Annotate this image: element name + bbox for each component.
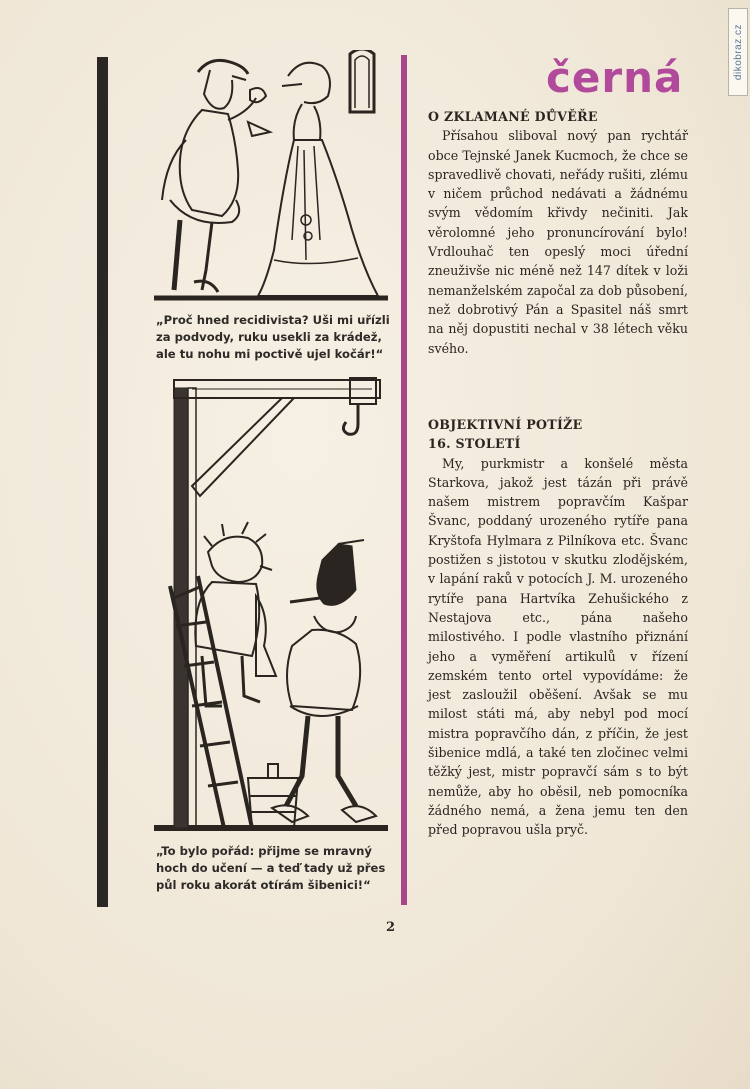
article-zklamane-duvere [428, 107, 688, 358]
article-heading: O ZKLAMANÉ DŮVĚŘE [428, 109, 598, 124]
left-black-bar [97, 57, 108, 907]
watermark-text: dikobraz.cz [732, 23, 744, 81]
article-body: My, purkmistr a konšelé města Starkova, jakož jest tázán při právě našem mistrem popravčím Kašpar Švanc, poddaný urozeného rytíře pana Kryštofa Hylmara z Pilníkova etc. Švanc postižen s jistotou v skutku zlodějském, v lapání raků v potocích J. M. urozeného rytíře pana Hartvíka Zehušického z Nestajova etc., pána našeho milostivého. I podle vlastního přiznání jeho a vyměření artikulů v řízení zemském tento ortel vypovídáme: že jest zasloužil oběšení. Avšak se mu milost státi má, aby nebyl pod mocí mistra popravčího dán, z příčin, že jest šibenice mdlá, a také ten zločinec velmi těžký jest, mistr popravčí sám s to být nemůže, aby ho oběsil, neb pomocníka žádného nemá, a žena jemu ten den před popravou ušla pryč. [428, 455, 688, 838]
article-body: Přísahou sliboval nový pan rychtář obce Tejnské Janek Kucmoch, že chce se spravedlivě chovati, neřády rušiti, zlému v ničem průchod nedávati a žádnému svým vědomím křivdy nečiniti. Jak věrolomné jeho pronuncírování bylo! Vrdlouhač ten opeslý moci úřední zneuživše nic méně než 147 dítek v loži nemanželském započal za dob působení, než dobrotivý Pán a Spasitel náš smrt na něj dopustiti nechal v 38 létech věku svého. [428, 128, 688, 356]
article-subheading: 16. STOLETÍ [428, 436, 521, 452]
illustration-gallows [152, 376, 390, 839]
column-divider-rule [401, 55, 407, 905]
watermark-badge [728, 8, 748, 96]
caption-bottom: „To bylo pořád: přijme se mravný hoch do učení — a teď tady už přes půl roku akorát otírám šibenici!“ [156, 844, 386, 892]
article-heading: OBJEKTIVNÍ POTÍŽE [428, 417, 583, 432]
page-title: černá [546, 53, 684, 102]
illustration-amputee-and-lady [152, 50, 390, 304]
article-objektivni-potize [428, 415, 688, 840]
caption-top: „Proč hned recidivista? Uši mi uřízli za podvody, ruku usekli za krádež, ale tu nohu mi poctivě ujel kočár!“ [156, 313, 390, 361]
page-number: 2 [386, 920, 396, 935]
